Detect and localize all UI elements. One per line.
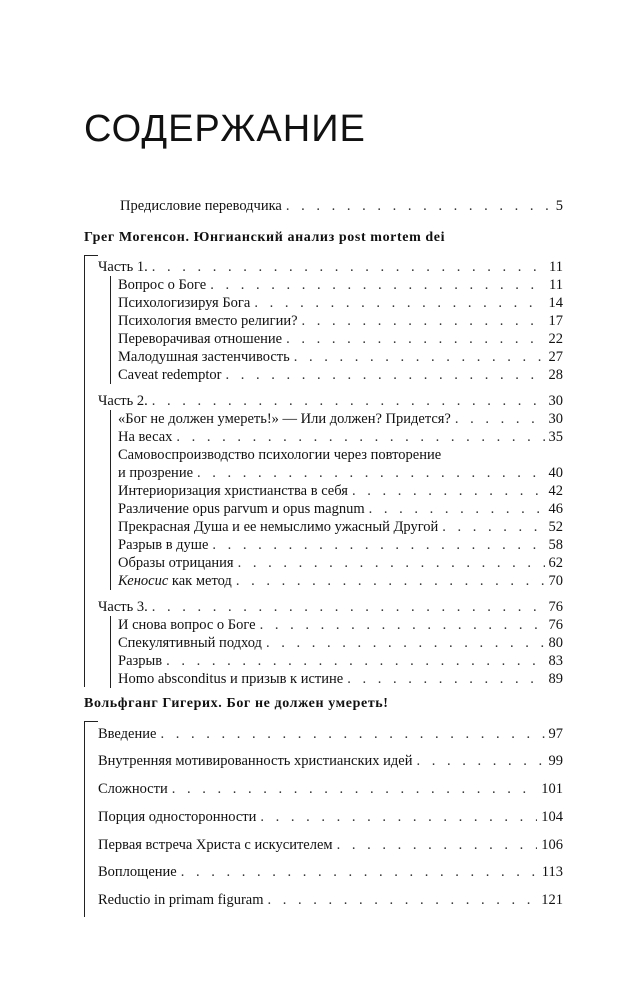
dot-leader bbox=[152, 392, 545, 410]
toc-entry[interactable] bbox=[118, 348, 563, 366]
toc-entry-page: 28 bbox=[548, 367, 563, 383]
toc-entry-page: 83 bbox=[548, 653, 563, 669]
section-heading-rule bbox=[84, 721, 98, 722]
toc-entry[interactable] bbox=[118, 634, 563, 652]
toc-part-label: Часть 3. bbox=[98, 599, 148, 615]
section-heading-rule bbox=[84, 255, 98, 256]
toc-entry[interactable] bbox=[118, 572, 563, 590]
toc-entry-label: И снова вопрос о Боге bbox=[118, 617, 256, 633]
section-heading-mogenson: Грег Могенсон. Юнгианский анализ post mortem dei bbox=[84, 230, 446, 245]
toc-entry-page: 11 bbox=[549, 277, 563, 293]
toc-entry-page: 76 bbox=[548, 617, 563, 633]
dot-leader bbox=[260, 808, 537, 826]
dot-leader bbox=[166, 652, 544, 670]
dot-leader bbox=[152, 258, 545, 276]
toc-entry-page: 99 bbox=[548, 753, 563, 769]
dot-leader bbox=[266, 634, 545, 652]
toc-entry-label: «Бог не должен умереть!» — Или должен? Придется? bbox=[118, 411, 451, 427]
toc-entry[interactable] bbox=[118, 366, 563, 384]
toc-entry-page: 52 bbox=[548, 519, 563, 535]
toc-entry-label: Малодушная застенчивость bbox=[118, 349, 290, 365]
part-bracket-line bbox=[110, 616, 111, 688]
toc-entry[interactable] bbox=[118, 616, 563, 634]
toc-entry-label: Вопрос о Боге bbox=[118, 277, 207, 293]
toc-entry[interactable] bbox=[118, 536, 563, 554]
dot-leader bbox=[238, 554, 545, 572]
toc-entry[interactable] bbox=[118, 428, 563, 446]
toc-entry-page: 27 bbox=[548, 349, 563, 365]
toc-entry-label: Интериоризация христианства в себя bbox=[118, 483, 348, 499]
toc-entry-label: Reductio in primam figuram bbox=[98, 892, 264, 908]
toc-entry[interactable] bbox=[98, 836, 563, 854]
page-title: СОДЕРЖАНИЕ bbox=[84, 108, 366, 150]
dot-leader bbox=[181, 863, 538, 881]
toc-entry[interactable] bbox=[118, 410, 563, 428]
dot-leader bbox=[294, 348, 545, 366]
dot-leader bbox=[212, 536, 544, 554]
toc-entry-label-italic: Кеносис bbox=[118, 573, 169, 589]
toc-entry[interactable] bbox=[118, 482, 563, 500]
toc-entry-label: Психологизируя Бога bbox=[118, 295, 251, 311]
dot-leader bbox=[225, 366, 544, 384]
dot-leader bbox=[254, 294, 544, 312]
toc-entry-label: Порция односторонности bbox=[98, 809, 257, 825]
toc-entry-page: 42 bbox=[548, 483, 563, 499]
toc-entry-label: Разрыв bbox=[118, 653, 163, 669]
toc-entry[interactable] bbox=[118, 670, 563, 688]
dot-leader bbox=[236, 572, 545, 590]
toc-entry[interactable] bbox=[118, 312, 563, 330]
toc-part-page: 76 bbox=[548, 599, 563, 615]
dot-leader bbox=[442, 518, 544, 536]
dot-leader bbox=[337, 836, 538, 854]
toc-entry-label: Образы отрицания bbox=[118, 555, 234, 571]
section-bracket-line bbox=[84, 255, 85, 687]
toc-part-3[interactable] bbox=[98, 598, 563, 616]
toc-entry[interactable] bbox=[98, 808, 563, 826]
toc-part-label: Часть 1. bbox=[98, 259, 148, 275]
dot-leader bbox=[160, 725, 544, 743]
toc-entry-label-line1: Самовоспроизводство психологии через повторение bbox=[118, 447, 442, 463]
toc-entry-label: Спекулятивный подход bbox=[118, 635, 262, 651]
toc-entry-label: Введение bbox=[98, 726, 157, 742]
toc-entry-page: 89 bbox=[548, 671, 563, 687]
toc-entry-label: Различение opus parvum и opus magnum bbox=[118, 501, 365, 517]
dot-leader bbox=[302, 312, 545, 330]
toc-entry-label: Первая встреча Христа с искусителем bbox=[98, 837, 333, 853]
toc-entry-page: 121 bbox=[541, 892, 563, 908]
toc-entry-page: 104 bbox=[541, 809, 563, 825]
toc-entry[interactable] bbox=[118, 294, 563, 312]
toc-entry[interactable] bbox=[118, 330, 563, 348]
dot-leader bbox=[286, 197, 552, 215]
toc-entry[interactable] bbox=[98, 863, 563, 881]
toc-entry-label-rest: как метод bbox=[168, 573, 232, 589]
toc-entry[interactable] bbox=[118, 500, 563, 518]
toc-entry-label: На весах bbox=[118, 429, 173, 445]
toc-entry-page: 5 bbox=[555, 198, 563, 214]
toc-entry-label: Прекрасная Душа и ее немыслимо ужасный Другой bbox=[118, 519, 439, 535]
dot-leader bbox=[268, 891, 538, 909]
part-bracket-line bbox=[110, 276, 111, 384]
toc-entry[interactable] bbox=[118, 464, 563, 482]
toc-part-page: 30 bbox=[548, 393, 563, 409]
dot-leader bbox=[347, 670, 544, 688]
dot-leader bbox=[455, 410, 545, 428]
toc-entry[interactable] bbox=[118, 276, 563, 294]
toc-entry-page: 97 bbox=[548, 726, 563, 742]
toc-entry-label: Внутренняя мотивированность христианских идей bbox=[98, 753, 413, 769]
toc-entry-preface[interactable] bbox=[120, 197, 563, 215]
toc-entry-label: Переворачивая отношение bbox=[118, 331, 283, 347]
dot-leader bbox=[152, 598, 545, 616]
section-bracket-line bbox=[84, 721, 85, 917]
toc-entry-page: 30 bbox=[548, 411, 563, 427]
dot-leader bbox=[197, 464, 544, 482]
toc-entry-page: 35 bbox=[548, 429, 563, 445]
section-heading-giegerich: Вольфганг Гигерих. Бог не должен умереть! bbox=[84, 696, 389, 711]
toc-entry-label bbox=[118, 572, 232, 590]
dot-leader bbox=[352, 482, 545, 500]
toc-entry-label: Предисловие переводчика bbox=[120, 198, 282, 214]
toc-entry-page: 113 bbox=[541, 864, 563, 880]
toc-entry-label: Психология вместо религии? bbox=[118, 313, 298, 329]
toc-entry-page: 58 bbox=[548, 537, 563, 553]
toc-entry[interactable] bbox=[98, 752, 563, 770]
toc-entry-page: 40 bbox=[548, 465, 563, 481]
toc-entry-label: Воплощение bbox=[98, 864, 177, 880]
toc-entry[interactable] bbox=[118, 652, 563, 670]
toc-entry-label: Сложности bbox=[98, 781, 168, 797]
toc-entry[interactable] bbox=[98, 725, 563, 743]
toc-entry-label: и прозрение bbox=[118, 465, 194, 481]
toc-entry-page: 101 bbox=[541, 781, 563, 797]
part-bracket-line bbox=[110, 410, 111, 590]
toc-entry-page: 62 bbox=[548, 555, 563, 571]
toc-part-label: Часть 2. bbox=[98, 393, 148, 409]
toc-entry[interactable] bbox=[118, 554, 563, 572]
toc-entry-label: Homo absconditus и призыв к истине bbox=[118, 671, 344, 687]
dot-leader bbox=[176, 428, 544, 446]
toc-entry-page: 17 bbox=[548, 313, 563, 329]
toc-entry-page: 80 bbox=[548, 635, 563, 651]
toc-entry[interactable] bbox=[98, 891, 563, 909]
toc-entry-page: 14 bbox=[548, 295, 563, 311]
toc-entry[interactable] bbox=[98, 780, 563, 798]
toc-entry-page: 70 bbox=[548, 573, 563, 589]
toc-entry[interactable] bbox=[118, 518, 563, 536]
dot-leader bbox=[172, 780, 538, 798]
toc-entry-page: 106 bbox=[541, 837, 563, 853]
toc-part-1[interactable] bbox=[98, 258, 563, 276]
dot-leader bbox=[286, 330, 544, 348]
toc-entry-page: 46 bbox=[548, 501, 563, 517]
toc-entry-page: 22 bbox=[548, 331, 563, 347]
dot-leader bbox=[416, 752, 544, 770]
dot-leader bbox=[369, 500, 545, 518]
dot-leader bbox=[260, 616, 545, 634]
toc-part-page: 11 bbox=[549, 259, 563, 275]
toc-entry-label: Разрыв в душе bbox=[118, 537, 209, 553]
toc-part-2[interactable] bbox=[98, 392, 563, 410]
toc-entry-label: Caveat redemptor bbox=[118, 367, 222, 383]
dot-leader bbox=[210, 276, 545, 294]
